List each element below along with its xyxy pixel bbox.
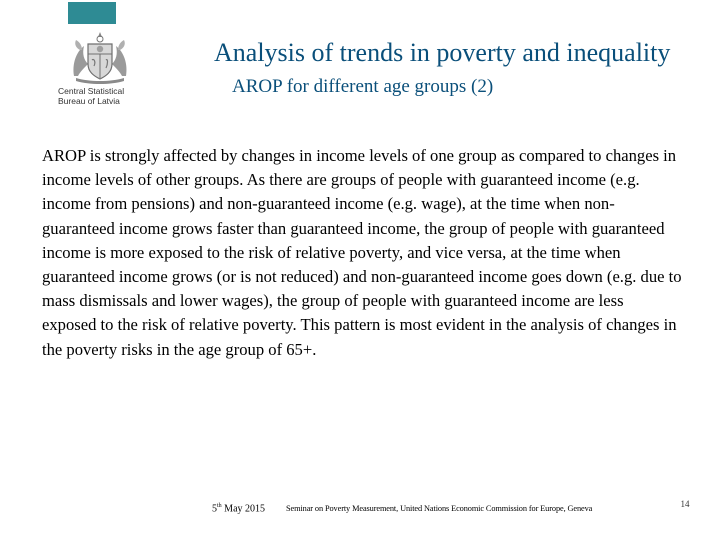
body-content [42, 144, 682, 362]
footer-date-suffix: th [217, 503, 222, 509]
bureau-logo [58, 30, 142, 110]
coat-of-arms-icon [66, 30, 134, 84]
footer-date [212, 503, 265, 514]
page-number: 14 [680, 499, 690, 509]
footer-date-rest: May 2015 [221, 503, 266, 515]
footer-date-day: 5 [212, 503, 217, 515]
slide-subtitle: AROP for different age groups (2) [232, 76, 494, 97]
body-paragraph: AROP is strongly affected by changes in income levels of one group as compared to changes in income levels of other groups. As there are groups of people with guaranteed income (e.g. income from pensions) and non-guaranteed income (e.g. wage), at the time when non-guaranteed income grows faster than guaranteed income, the group of people with guaranteed income is more exposed to the risk of relative poverty, and vice versa, at the time when guaranteed income grows (or is not reduced) and non-guaranteed income goes down (e.g. due to mass dismissals and lower wages), the group of people with guaranteed income are less exposed to the risk of relative poverty. This pattern is most evident in the analysis of changes in the poverty risks in the age group of 65+. [42, 146, 682, 359]
bureau-name-line-1: Central Statistical [58, 86, 125, 96]
header-accent-block [68, 2, 116, 24]
footer-seminar-text: Seminar on Poverty Measurement, United Nations Economic Commission for Europe, Geneva [286, 504, 593, 513]
slide-title: Analysis of trends in poverty and inequality [214, 38, 671, 67]
bureau-name [58, 86, 142, 106]
bureau-name-line-2: Bureau of Latvia [58, 96, 120, 106]
